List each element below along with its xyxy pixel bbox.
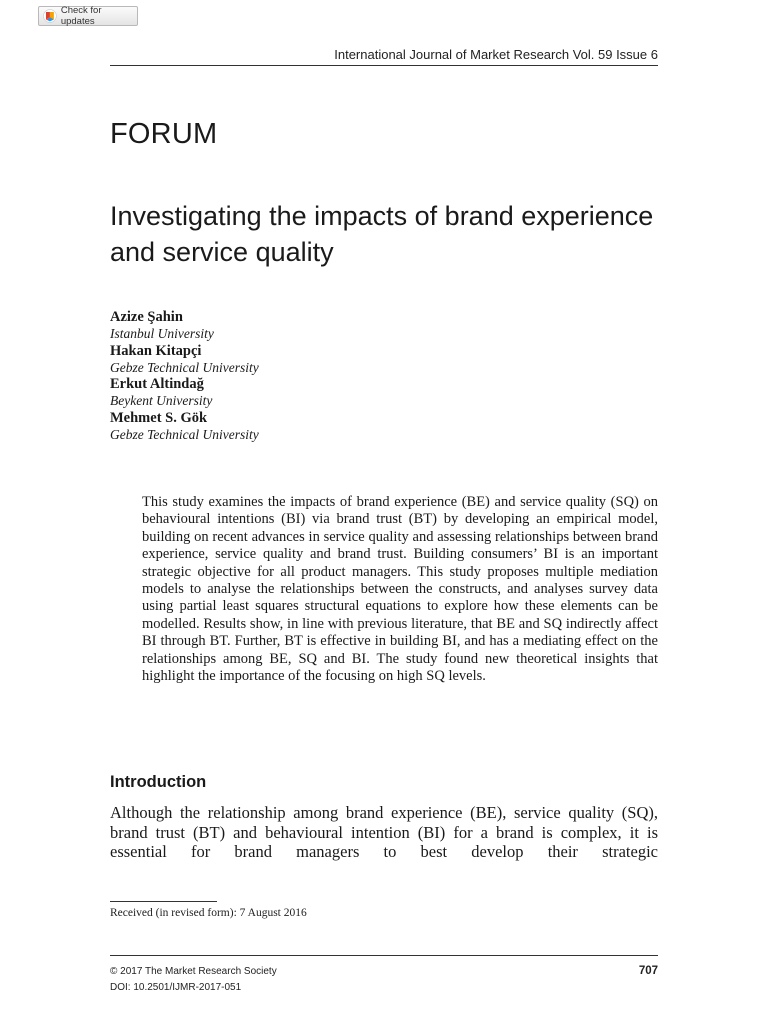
abstract: This study examines the impacts of brand experience (BE) and service quality (SQ) on behavioural intentions (BI) via brand trust (BT) by developing an empirical model, building on recent advances in service quality and assessing relationships between brand experience, service quality and brand trust. Building consumers’ BI is an important strategic objective for all product managers. This study proposes multiple mediation models to analyse the relationships between the constructs, and analyses survey data using partial least squares structural equations to explore how these elements can be modelled. Results show, in line with previous literature, that BE and SQ indirectly affect BI through BT. Further, BT is effective in building BI, and has a mediating effect on the relationships among BE, SQ and BI. The study found new theoretical insights that highlight the importance of the focusing on high SQ levels.	[142, 494, 658, 685]
author-name: Azize Şahin	[110, 309, 183, 325]
copyright-notice: © 2017 The Market Research Society	[110, 966, 277, 977]
crossmark-icon	[43, 9, 57, 23]
author-entry	[110, 410, 259, 444]
author-entry	[110, 343, 259, 377]
check-for-updates-button[interactable]	[38, 6, 138, 26]
page-number: 707	[638, 965, 658, 977]
author-name: Erkut Altindağ	[110, 376, 204, 392]
introduction-heading: Introduction	[110, 773, 207, 791]
footer-rule	[110, 955, 658, 956]
section-label: FORUM	[110, 118, 218, 150]
header-rule	[110, 65, 658, 66]
footnote-received: Received (in revised form): 7 August 2016	[110, 907, 307, 919]
introduction-paragraph: Although the relationship among brand experience (BE), service quality (SQ), brand trust (BT) and behavioural intention (BI) for a brand is complex, it is essential for brand managers to best develop their strategic	[110, 803, 658, 862]
footnote-rule	[110, 901, 217, 902]
author-entry	[110, 309, 259, 343]
author-list	[110, 309, 259, 443]
check-for-updates-label: Check for updates	[60, 5, 102, 27]
author-name: Hakan Kitapçi	[110, 342, 202, 359]
author-entry	[110, 376, 259, 410]
article-title: Investigating the impacts of brand experience and service quality	[110, 201, 654, 267]
doi-link[interactable]: DOI: 10.2501/IJMR-2017-051	[110, 982, 242, 993]
author-affiliation: Beykent University	[110, 393, 213, 408]
journal-header: International Journal of Market Research Vol. 59 Issue 6	[334, 47, 658, 62]
author-name: Mehmet S. Gök	[110, 409, 208, 426]
author-affiliation: Gebze Technical University	[110, 426, 259, 442]
author-affiliation: Gebze Technical University	[110, 359, 259, 375]
author-affiliation: Istanbul University	[110, 326, 214, 341]
